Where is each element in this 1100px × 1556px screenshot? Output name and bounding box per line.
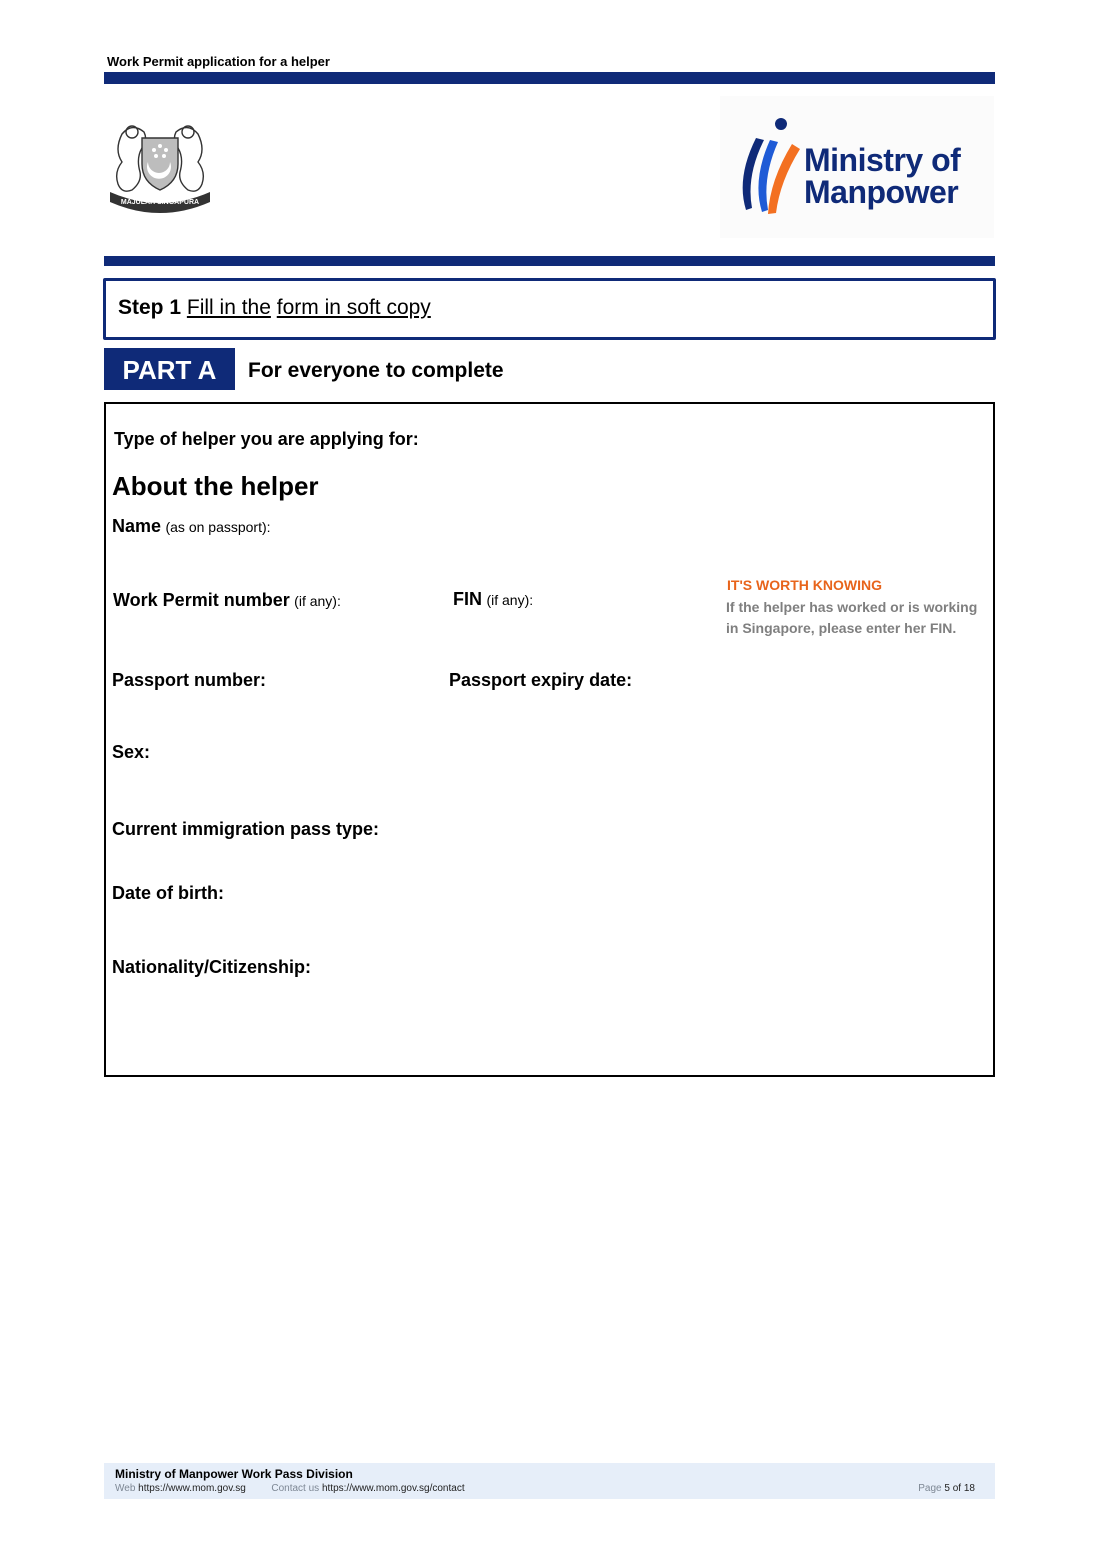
footer-org: Ministry of Manpower Work Pass Division	[115, 1467, 353, 1481]
crest-motto: MAJULAH SINGAPURA	[120, 199, 200, 206]
page-number: Page 5 of 18	[918, 1483, 975, 1494]
passport-number-label: Passport number:	[112, 670, 267, 690]
footer-links: Web https://www.mom.gov.sg Contact us https://www.mom.gov.sg/contact	[115, 1483, 465, 1494]
part-a-tag: PART A	[104, 348, 235, 390]
document-title: Work Permit application for a helper	[107, 54, 330, 69]
work-permit-number-label: Work Permit number (if any):	[113, 590, 341, 610]
singapore-crest-logo	[104, 114, 216, 214]
step-text-part2: form in soft copy	[276, 296, 431, 319]
passport-expiry-label: Passport expiry date:	[449, 670, 633, 690]
step-label: Step 1	[118, 296, 182, 319]
immigration-pass-label: Current immigration pass type:	[112, 819, 380, 839]
step-text-part1: Fill in the	[186, 296, 271, 319]
tip-heading: IT'S WORTH KNOWING	[727, 577, 882, 593]
fin-label: FIN (if any):	[453, 589, 534, 609]
mom-logo	[720, 96, 994, 238]
footer-web-link[interactable]: https://www.mom.gov.sg	[138, 1483, 246, 1494]
sex-label: Sex:	[112, 742, 151, 762]
type-of-helper-label: Type of helper you are applying for:	[114, 429, 419, 449]
about-helper-heading: About the helper	[112, 471, 319, 501]
step-instruction-box	[103, 278, 996, 340]
nationality-label: Nationality/Citizenship:	[112, 957, 312, 977]
part-a-subtitle: For everyone to complete	[248, 359, 504, 382]
tip-body: If the helper has worked or is working in Singapore, please enter her FIN.	[726, 599, 978, 636]
mom-logo-mark-icon	[720, 96, 800, 238]
section-rule	[104, 256, 995, 266]
mom-logo-text-line2: Manpower	[804, 174, 959, 210]
name-field-label: Name (as on passport):	[112, 516, 271, 536]
footer-contact-link[interactable]: https://www.mom.gov.sg/contact	[321, 1483, 465, 1494]
header-rule	[104, 72, 995, 84]
mom-logo-text-line1: Ministry of	[804, 142, 961, 178]
page-footer	[104, 1463, 995, 1499]
date-of-birth-label: Date of birth:	[112, 883, 224, 903]
